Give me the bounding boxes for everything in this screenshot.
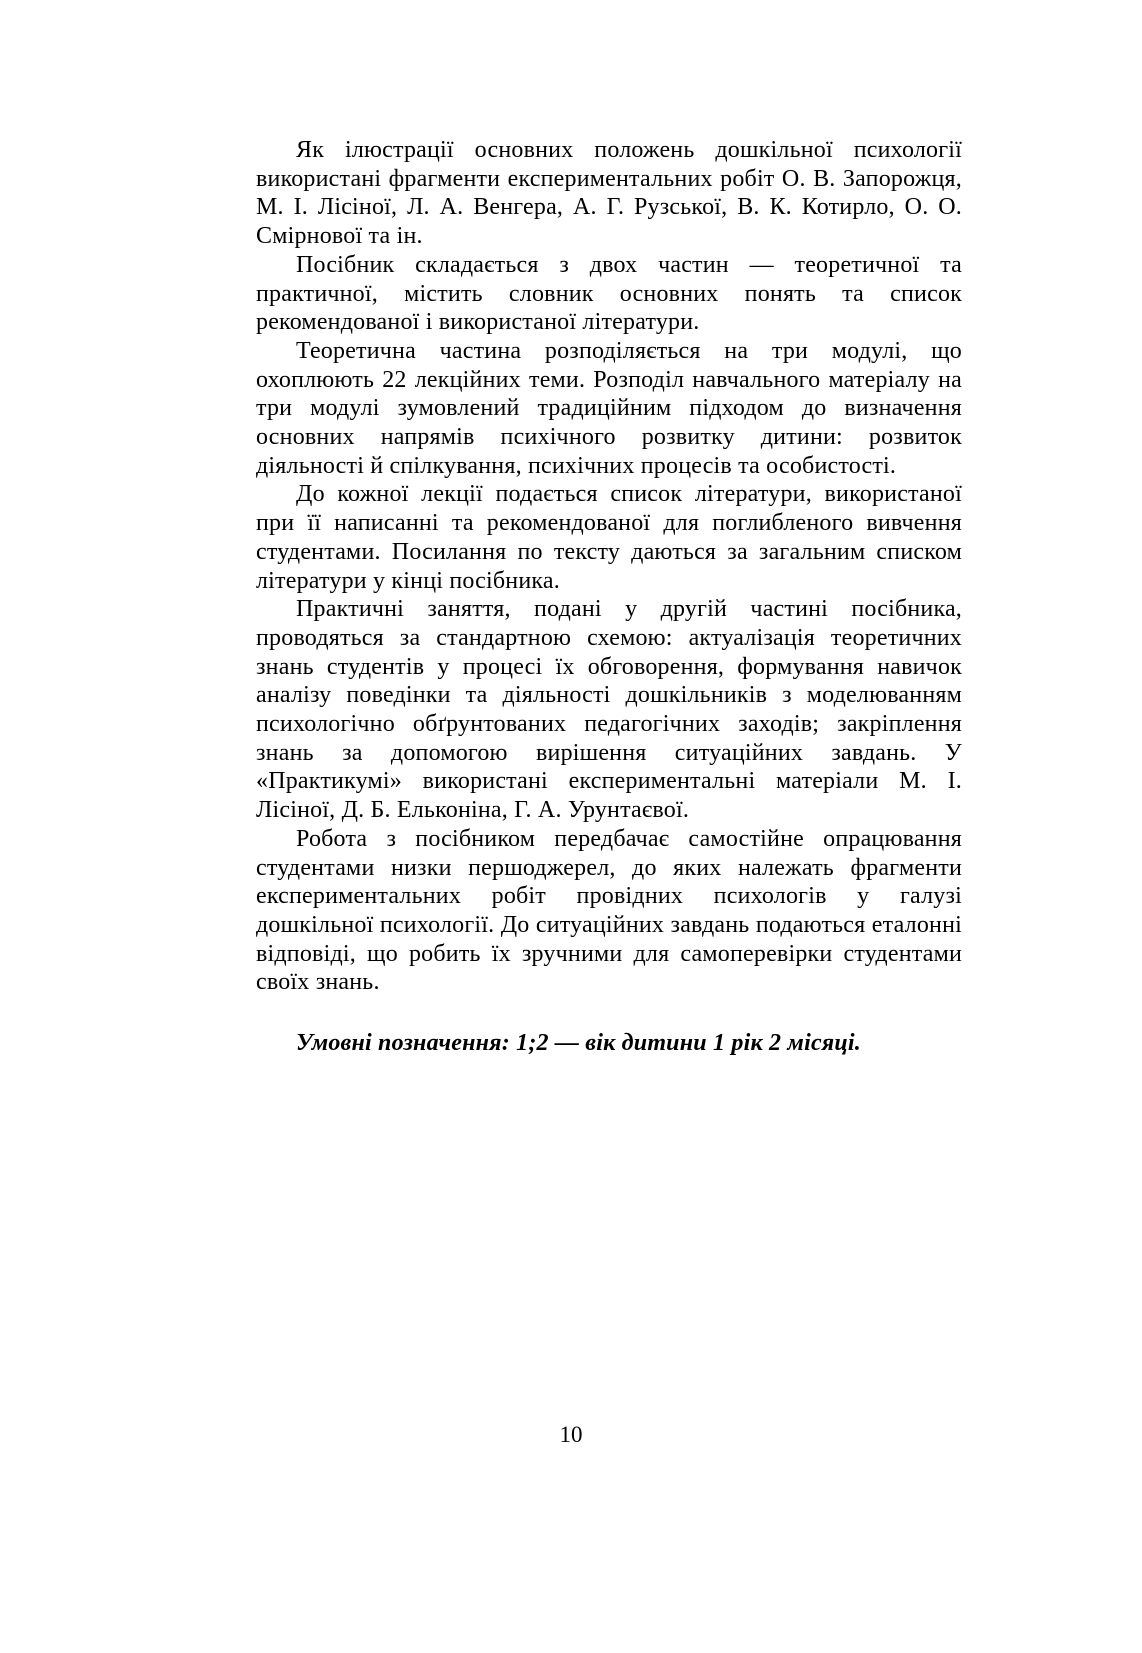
paragraph-practical-lessons: Практичні заняття, подані у другій частині посібника, проводяться за стандартною схемою: актуалізація теоретичних знань студентів у процесі їх обговорення, формування навичок аналізу поведінки та діяльності дошкільників з моделюванням психологічно обґрунтованих педагогічних заходів; закріплення знань за допомогою вирішення ситуаційних завдань. У «Практикумі» використані експериментальні матеріали М. І. Лісіної, Д. Б. Ельконіна, Г. А. Урунтаєвої. [256,596,962,824]
paragraph-illustrations: Як ілюстрації основних положень дошкільної психології використані фрагменти експериментальних робіт О. В. Запорожця, М. І. Лісіної, Л. А. Венгера, А. Г. Рузської, В. К. Котирло, О. О. Смірнової та ін. [256,137,962,250]
note-conventions: Умовні позначення: 1;2 — вік дитини 1 рік 2 місяці. [296,1030,861,1057]
page-number: 10 [559,1422,583,1447]
paragraph-lecture-literature: До кожної лекції подається список літератури, використаної при її написанні та рекомендованої для поглибленого вивчення студентами. Посилання по тексту даються за загальним списком літератури у кінці посібника. [256,481,962,594]
text-block [256,136,962,1058]
paragraph-theoretical-part: Теоретична частина розподіляється на три модулі, що охоплюють 22 лекційних теми. Розподіл навчального матеріалу на три модулі зумовлений традиційним підходом до визначення основних напрямів психічного розвитку дитини: розвиток діяльності й спілкування, психічних процесів та особистості. [256,337,962,479]
paragraph-structure: Посібник складається з двох частин — теоретичної та практичної, містить словник основних понять та список рекомендованої і використаної літератури. [256,251,962,336]
paragraph-self-study: Робота з посібником передбачає самостійне опрацювання студентами низки першоджерел, до яких належать фрагменти експериментальних робіт провідних психологів у галузі дошкільної психології. До ситуаційних завдань подаються еталонні відповіді, що робить їх зручними для самоперевірки студентами своїх знань. [256,825,962,996]
